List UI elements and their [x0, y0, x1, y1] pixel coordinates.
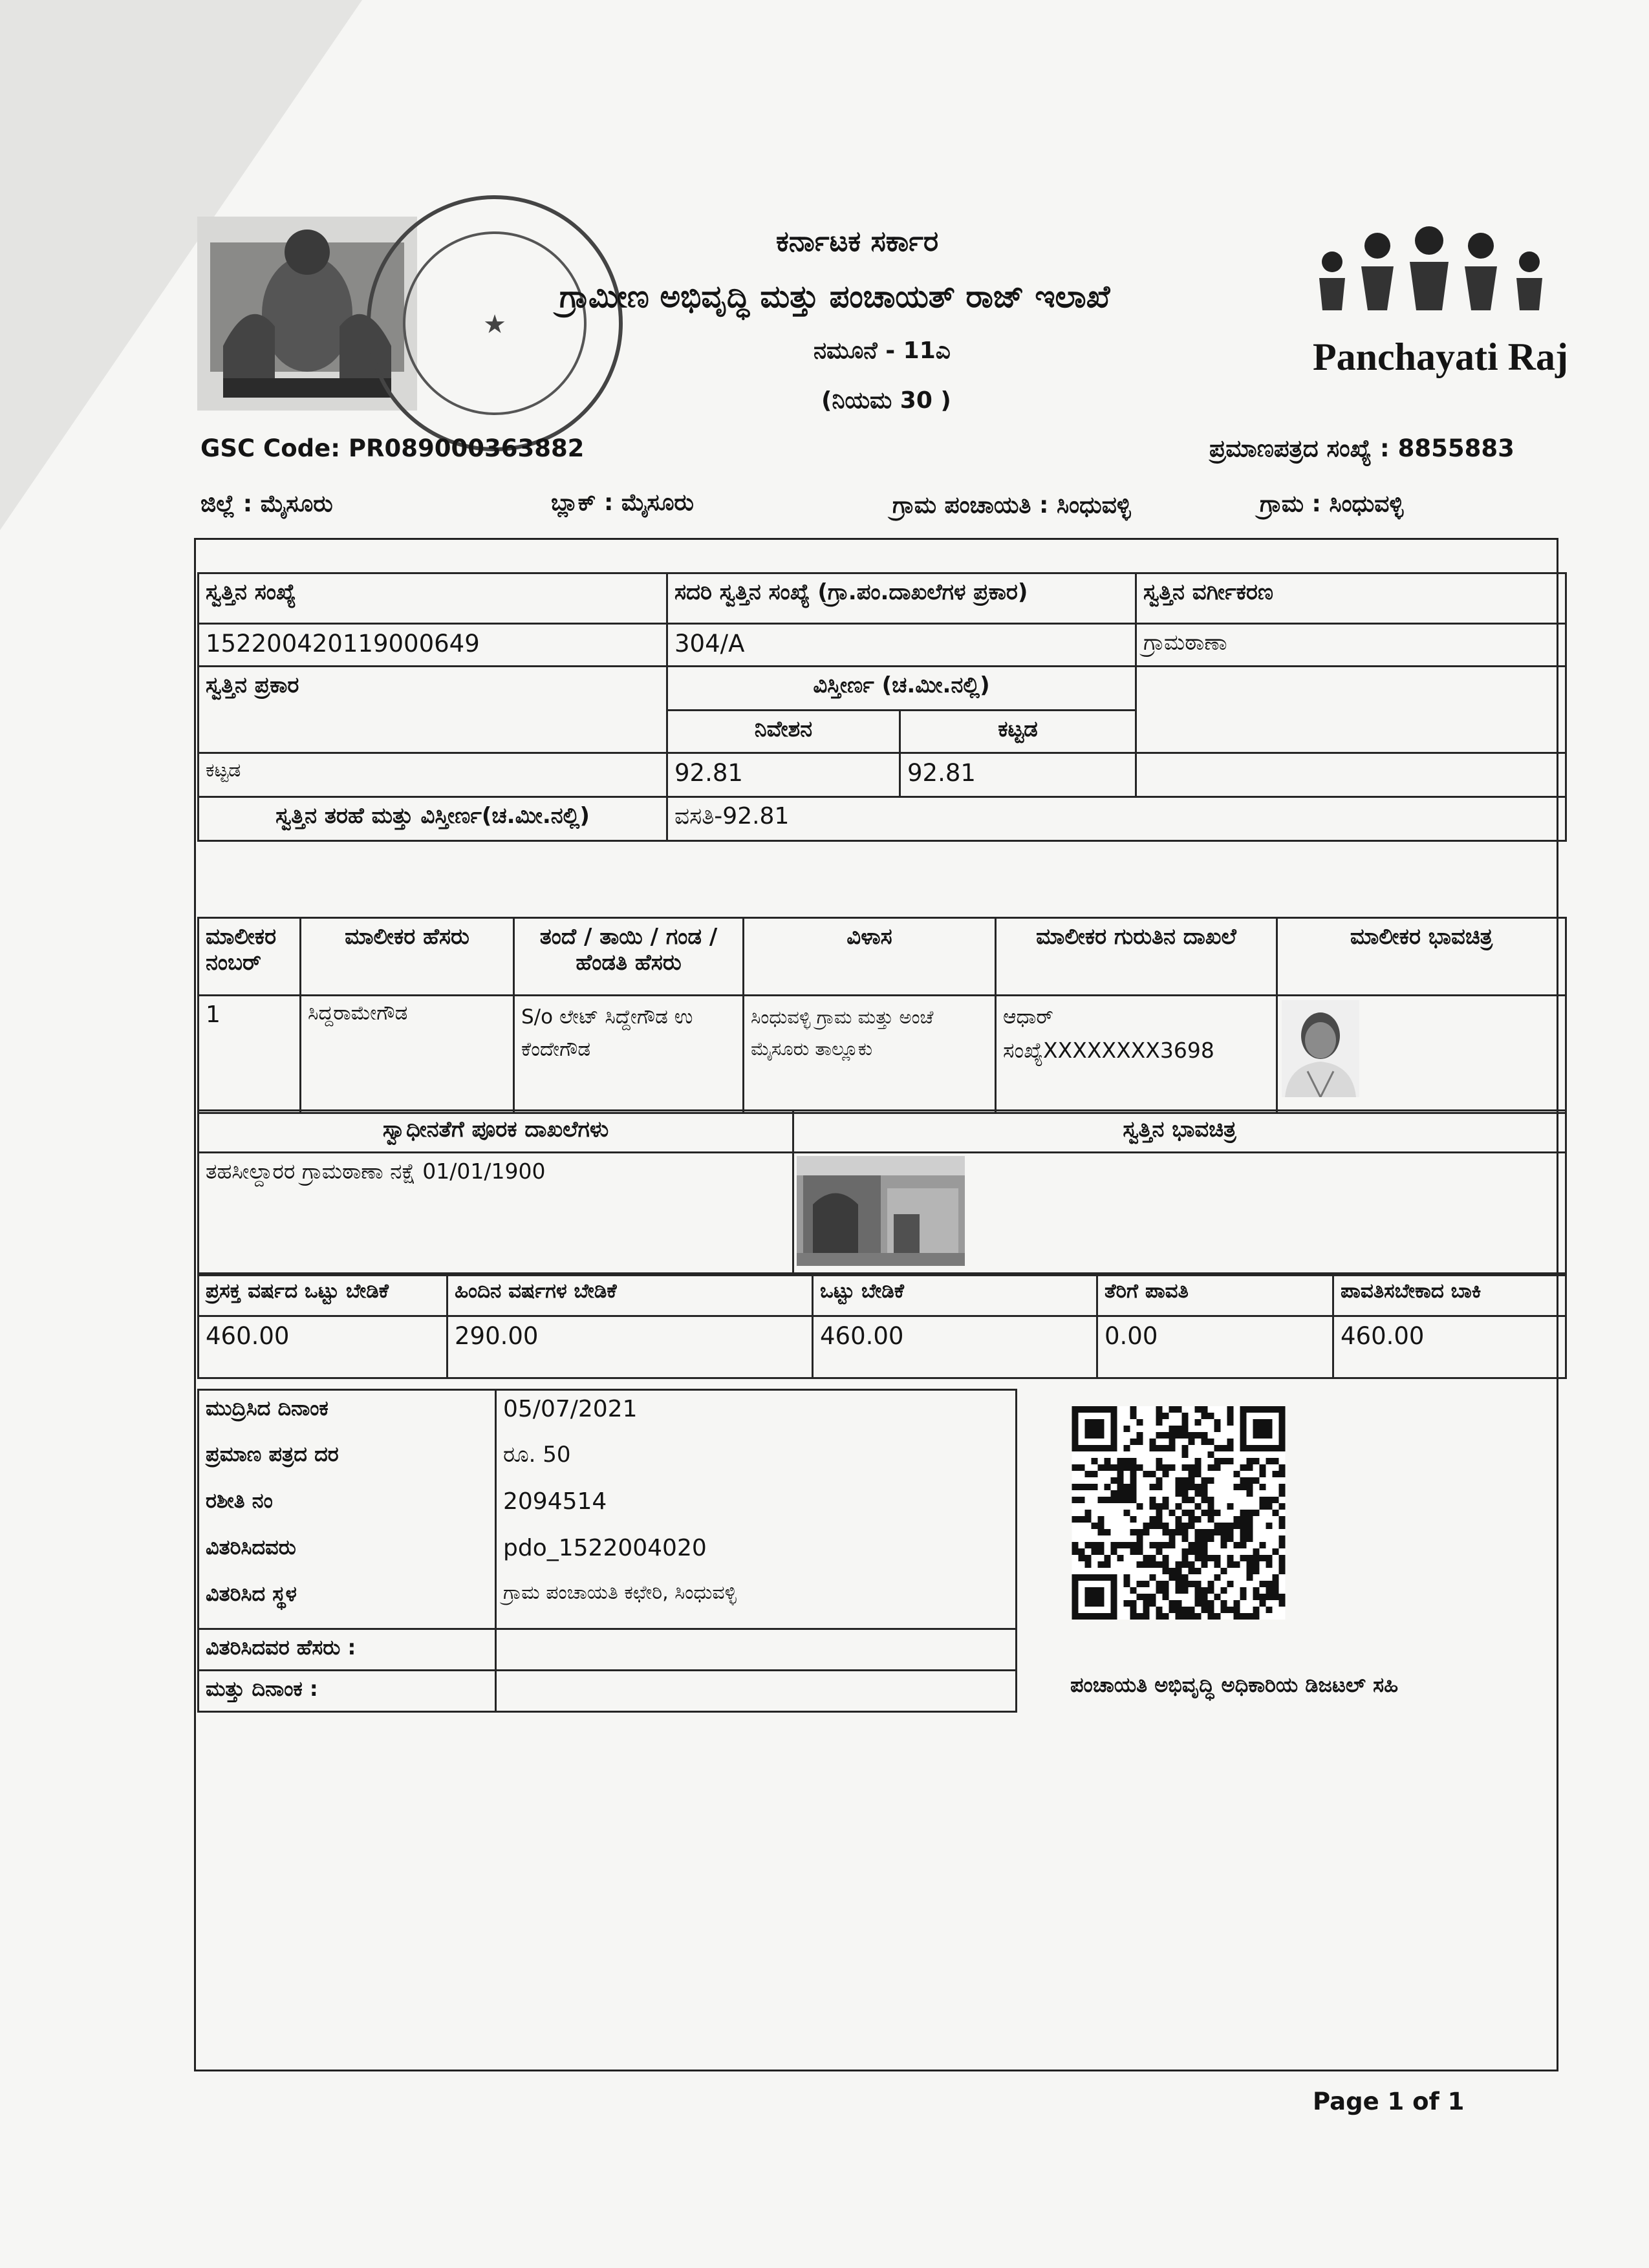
property-photo-header: ಸ್ವತ್ತಿನ ಭಾವಚಿತ್ರ: [793, 1111, 1566, 1153]
panchayati-raj-logo-text: Panchayati Raj: [1313, 336, 1568, 378]
property-type: ಕಟ್ಟಡ: [199, 753, 667, 797]
qr-code-icon: [1070, 1406, 1287, 1620]
rule-number: (ನಿಯಮ 30 ): [821, 387, 951, 414]
owner-no: 1: [199, 996, 301, 1113]
gp-property-no: 304/A: [667, 624, 1136, 667]
department-title: ಗ್ರಾಮೀಣ ಅಭಿವೃದ್ಧಿ ಮತ್ತು ಪಂಚಾಯತ್ ರಾಜ್ ಇಲಾಖೆ: [559, 279, 1110, 315]
issue-table: [197, 1389, 1017, 1713]
svg-text:★: ★: [483, 310, 506, 339]
certificate-fee: ರೂ. 50: [496, 1437, 1017, 1483]
property-table: [197, 572, 1567, 842]
address: ಸಿಂಧುವಳ್ಳಿ ಗ್ರಾಮ ಮತ್ತು ಅಂಚೆ ಮೈಸೂರು ತಾಲ್ಲೂಕು: [744, 996, 996, 1113]
print-date: 05/07/2021: [496, 1390, 1017, 1437]
issuer-label: ವಿತರಿಸಿದವರು: [199, 1530, 496, 1576]
tax-table: [197, 1272, 1567, 1379]
total-demand: 460.00: [813, 1316, 1097, 1378]
property-photo: [797, 1156, 965, 1266]
tax-paid: 0.00: [1097, 1316, 1333, 1378]
govt-title: ಕರ್ನಾಟಕ ಸರ್ಕಾರ: [776, 225, 939, 258]
documents-table: [197, 1109, 1567, 1276]
frame-top-rule: [194, 538, 1558, 540]
certificate-number: ಪ್ರಮಾಣಪತ್ರದ ಸಂಖ್ಯೆ : 8855883: [1209, 434, 1514, 462]
property-no-header: ಸ್ವತ್ತಿನ ಸಂಖ್ಯೆ: [199, 573, 667, 624]
page-number: Page 1 of 1: [1313, 2088, 1465, 2115]
relation: S/o ಲೇಟ್ ಸಿದ್ದೇಗೌಡ ಉ ಕೆಂದೇಗೌಡ: [514, 996, 744, 1113]
owner-table: [197, 917, 1567, 1114]
office-seal-icon: [362, 187, 627, 459]
documents-text: ತಹಸೀಲ್ದಾರರ ಗ್ರಾಮಠಾಣಾ ನಕ್ಷೆ 01/01/1900: [199, 1153, 793, 1276]
previous-demand-header: ಹಿಂದಿನ ವರ್ಷಗಳ ಬೇಡಿಕೆ: [447, 1274, 813, 1316]
gsc-code: GSC Code: PR089000363882: [200, 434, 585, 462]
classification-header: ಸ್ವತ್ತಿನ ವರ್ಗೀಕರಣ: [1136, 573, 1566, 624]
district: ಜಿಲ್ಲೆ : ಮೈಸೂರು: [200, 491, 333, 517]
owner-no-header: ಮಾಲೀಕರ ನಂಬರ್: [199, 918, 301, 996]
property-photo-cell: [793, 1153, 1566, 1276]
owner-id-value: ಸಂಖ್ಯೆXXXXXXXX3698: [1003, 1037, 1214, 1063]
issue-date-label: ಮತ್ತು ದಿನಾಂಕ :: [199, 1671, 496, 1712]
issue-date-value: [496, 1671, 1017, 1712]
owner-name-header: ಮಾಲೀಕರ ಹೆಸರು: [301, 918, 514, 996]
site-header: ನಿವೇಶನ: [667, 711, 900, 753]
issuer: pdo_1522004020: [496, 1530, 1017, 1576]
building-header: ಕಟ್ಟಡ: [900, 711, 1136, 753]
address-header: ವಿಳಾಸ: [744, 918, 996, 996]
previous-demand: 290.00: [447, 1316, 813, 1378]
owner-photo-cell: [1277, 996, 1566, 1113]
gram-panchayat: ಗ್ರಾಮ ಪಂಚಾಯತಿ : ಸಿಂಧುವಳ್ಳಿ: [892, 492, 1131, 519]
site-area: 92.81: [667, 753, 900, 797]
building-area: 92.81: [900, 753, 1136, 797]
balance-due: 460.00: [1333, 1316, 1566, 1378]
owner-id-header: ಮಾಲೀಕರ ಗುರುತಿನ ದಾಖಲೆ: [996, 918, 1277, 996]
signature-label: ಪಂಚಾಯತಿ ಅಭಿವೃದ್ಧಿ ಅಧಿಕಾರಿಯ ಡಿಜಟಲ್ ಸಹಿ: [1070, 1673, 1399, 1697]
receipt-no: 2094514: [496, 1483, 1017, 1530]
total-demand-header: ಒಟ್ಟು ಬೇಡಿಕೆ: [813, 1274, 1097, 1316]
usage-header: ಸ್ವತ್ತಿನ ತರಹೆ ಮತ್ತು ವಿಸ್ತೀರ್ಣ(ಚ.ಮೀ.ನಲ್ಲಿ): [199, 797, 667, 841]
gp-property-no-header: ಸದರಿ ಸ್ವತ್ತಿನ ಸಂಖ್ಯೆ (ಗ್ರಾ.ಪಂ.ದಾಖಲೆಗಳ ಪ್ರಕಾರ): [667, 573, 1136, 624]
print-date-label: ಮುದ್ರಿಸಿದ ದಿನಾಂಕ: [199, 1390, 496, 1437]
owner-photo-header: ಮಾಲೀಕರ ಭಾವಚಿತ್ರ: [1277, 918, 1566, 996]
empty-cell: [1136, 667, 1566, 753]
issue-place: ಗ್ರಾಮ ಪಂಚಾಯತಿ ಕಛೇರಿ, ಸಿಂಧುವಳ್ಳಿ: [496, 1576, 1017, 1629]
block: ಬ್ಲಾಕ್ : ಮೈಸೂರು: [551, 489, 694, 516]
certificate-fee-label: ಪ್ರಮಾಣ ಪತ್ರದ ದರ: [199, 1437, 496, 1483]
issuer-name-label: ವಿತರಿಸಿದವರ ಹೆಸರು :: [199, 1629, 496, 1671]
owner-photo: [1282, 1000, 1359, 1097]
owner-id-type: ಆಧಾರ್: [1003, 1005, 1053, 1029]
receipt-no-label: ರಶೀತಿ ನಂ: [199, 1483, 496, 1530]
property-type-header: ಸ್ವತ್ತಿನ ಪ್ರಕಾರ: [199, 667, 667, 753]
owner-name: ಸಿದ್ದರಾಮೇಗೌಡ: [301, 996, 514, 1113]
issuer-name-value: [496, 1629, 1017, 1671]
documents-header: ಸ್ವಾಧೀನತೆಗೆ ಪೂರಕ ದಾಖಲೆಗಳು: [199, 1111, 793, 1153]
balance-header: ಪಾವತಿಸಬೇಕಾದ ಬಾಕಿ: [1333, 1274, 1566, 1316]
current-demand-header: ಪ್ರಸಕ್ತ ವರ್ಷದ ಒಟ್ಟು ಬೇಡಿಕೆ: [199, 1274, 447, 1316]
relation-header: ತಂದೆ / ತಾಯಿ / ಗಂಡ / ಹೆಂಡತಿ ಹೆಸರು: [514, 918, 744, 996]
tax-paid-header: ತೆರಿಗೆ ಪಾವತಿ: [1097, 1274, 1333, 1316]
issue-place-label: ವಿತರಿಸಿದ ಸ್ಥಳ: [199, 1576, 496, 1629]
form-number: ನಮೂನೆ - 11ಎ: [814, 337, 951, 364]
property-no: 152200420119000649: [199, 624, 667, 667]
usage-value: ವಸತಿ-92.81: [667, 797, 1566, 841]
empty-cell: [1136, 753, 1566, 797]
owner-id: [996, 996, 1277, 1113]
current-demand: 460.00: [199, 1316, 447, 1378]
area-header: ವಿಸ್ತೀರ್ಣ (ಚ.ಮೀ.ನಲ್ಲಿ): [667, 667, 1136, 711]
village: ಗ್ರಾಮ : ಸಿಂಧುವಳ್ಳಿ: [1260, 491, 1404, 517]
classification: ಗ್ರಾಮಠಾಣಾ: [1136, 624, 1566, 667]
